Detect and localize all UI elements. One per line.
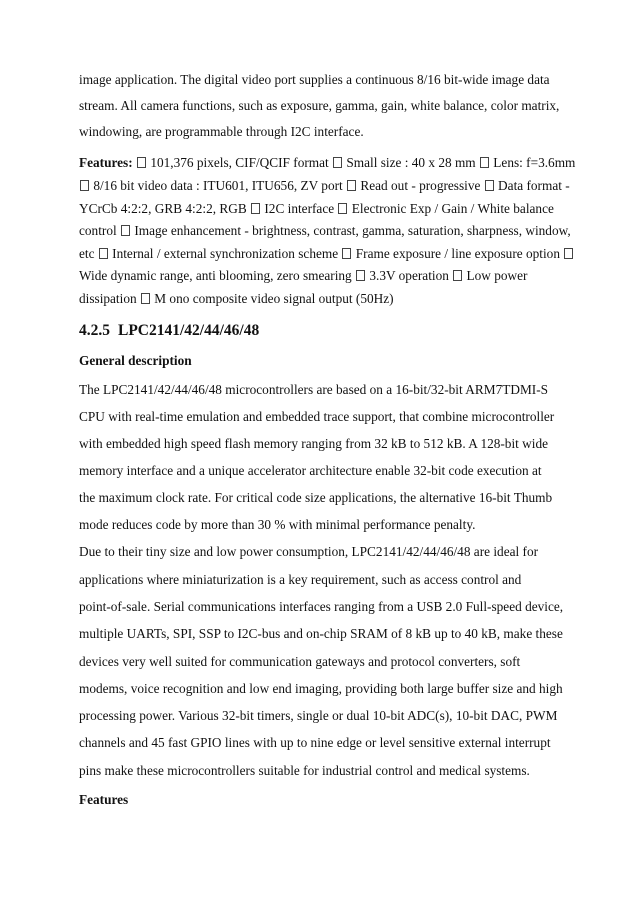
missing-glyph-bullet-icon [338,203,347,214]
features-text: dissipation [79,291,140,306]
features-line [79,246,579,262]
features-text: Low power [463,268,528,283]
body-line: devices very well suited for communication gateways and protocol converters, soft [79,654,521,669]
missing-glyph-bullet-icon [333,157,342,168]
general-description-heading: General description [79,353,192,368]
missing-glyph-bullet-icon [485,180,494,191]
body-line: applications where miniaturization is a key requirement, such as access control and [79,572,522,587]
features-text: Electronic Exp / Gain / White balance [348,201,554,216]
features-line [79,268,579,284]
features-text: control [79,223,120,238]
missing-glyph-bullet-icon [121,225,130,236]
body-line: channels and 45 fast GPIO lines with up to nine edge or level sensitive external interrupt [79,735,551,750]
features-text: M ono composite video signal output (50Hz) [150,291,394,306]
body-line: The LPC2141/42/44/46/48 microcontrollers are based on a 16-bit/32-bit ARM7TDMI-S [79,382,549,397]
features-text: 8/16 bit video data : ITU601, ITU656, ZV port [90,178,347,193]
missing-glyph-bullet-icon [251,203,260,214]
features-text: Wide dynamic range, anti blooming, zero smearing [79,268,356,283]
features-line [79,155,579,171]
features-text: Internal / external synchronization scheme [108,246,342,261]
features-text: Frame exposure / line exposure option [352,246,564,261]
body-line: the maximum clock rate. For critical code size applications, the alternative 16-bit Thumb [79,490,553,505]
body-line: mode reduces code by more than 30 % with minimal performance penalty. [79,517,476,532]
body-line: processing power. Various 32-bit timers, single or dual 10-bit ADC(s), 10-bit DAC, PWM [79,708,558,723]
features-text: Image enhancement - brightness, contrast, gamma, saturation, sharpness, window, [131,223,571,238]
features-label: Features: [79,155,133,170]
missing-glyph-bullet-icon [564,248,573,259]
body-line: multiple UARTs, SPI, SSP to I2C-bus and on-chip SRAM of 8 kB up to 40 kB, make these [79,626,563,641]
section-heading [79,323,579,339]
features-text: YCrCb 4:2:2, GRB 4:2:2, RGB [79,201,251,216]
missing-glyph-bullet-icon [342,248,351,259]
missing-glyph-bullet-icon [480,157,489,168]
missing-glyph-bullet-icon [99,248,108,259]
features-heading: Features [79,792,129,807]
features-line [79,223,579,239]
body-line: memory interface and a unique accelerator architecture enable 32-bit code execution at [79,463,542,478]
body-line: pins make these microcontrollers suitable for industrial control and medical systems. [79,763,530,778]
missing-glyph-bullet-icon [80,180,89,191]
features-line [79,201,579,217]
features-text: I2C interface [261,201,338,216]
features-text: Lens: f=3.6mm [489,155,576,170]
body-line: modems, voice recognition and low end imaging, providing both large buffer size and high [79,681,563,696]
features-line [79,178,579,194]
missing-glyph-bullet-icon [141,293,150,304]
features-text: 101,376 pixels, CIF/QCIF format [147,155,333,170]
intro-line: image application. The digital video port supplies a continuous 8/16 bit-wide image data [79,72,550,87]
body-line: Due to their tiny size and low power consumption, LPC2141/42/44/46/48 are ideal for [79,544,539,559]
features-text: Read out - progressive [357,178,484,193]
missing-glyph-bullet-icon [453,270,462,281]
missing-glyph-bullet-icon [356,270,365,281]
body-line: CPU with real-time emulation and embedded trace support, that combine microcontroller [79,409,555,424]
features-text: Small size : 40 x 28 mm [343,155,479,170]
intro-line: windowing, are programmable through I2C interface. [79,124,364,139]
features-text: 3.3V operation [366,268,453,283]
body-line: with embedded high speed flash memory ranging from 32 kB to 512 kB. A 128-bit wide [79,436,549,451]
features-line [79,291,579,307]
body-line: point-of-sale. Serial communications interfaces ranging from a USB 2.0 Full-speed device, [79,599,564,614]
missing-glyph-bullet-icon [137,157,146,168]
missing-glyph-bullet-icon [347,180,356,191]
features-text [133,155,136,170]
features-text: etc [79,246,98,261]
section-title: LPC2141/42/44/46/48 [118,322,260,339]
intro-line: stream. All camera functions, such as exposure, gamma, gain, white balance, color matrix, [79,98,560,113]
features-text: Data format - [494,178,570,193]
section-number: 4.2.5 [79,322,110,339]
